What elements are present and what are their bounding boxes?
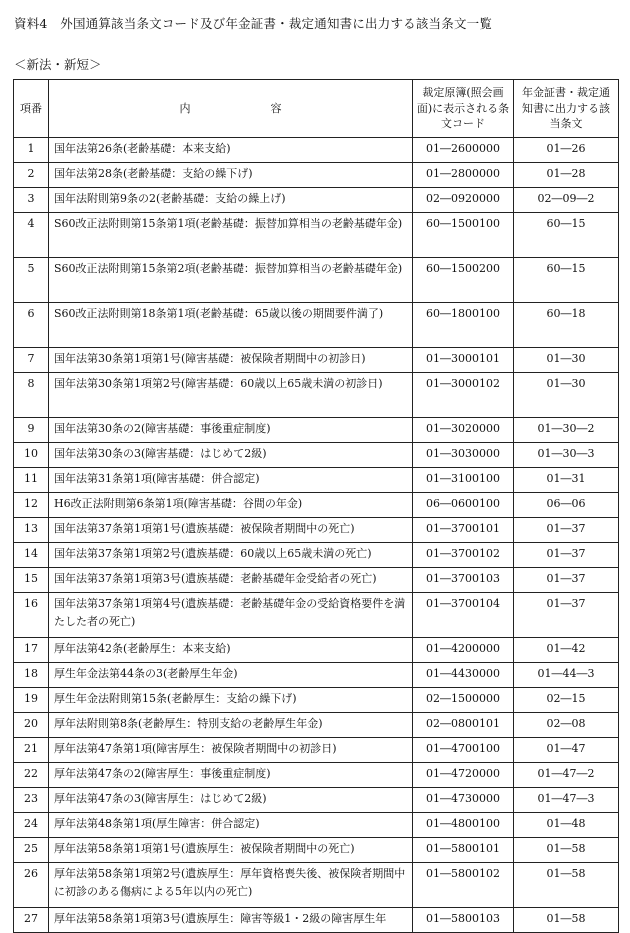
row-article-code: 01―2800000	[413, 163, 514, 188]
row-number: 23	[14, 788, 49, 813]
row-article-code: 01―5800103	[413, 908, 514, 933]
row-certificate-article: 02―09―2	[514, 188, 619, 213]
table-row	[14, 543, 619, 568]
table-header-row	[14, 80, 619, 138]
row-certificate-article: 60―15	[514, 258, 619, 303]
row-article-code: 01―3700103	[413, 568, 514, 593]
table-row	[14, 788, 619, 813]
row-content: 厚年法第58条第1項第1号(遺族厚生：被保険者期間中の死亡)	[49, 838, 413, 863]
row-article-code: 01―3020000	[413, 418, 514, 443]
row-certificate-article: 01―28	[514, 163, 619, 188]
row-content: 国年法第31条第1項(障害基礎：併合認定)	[49, 468, 413, 493]
row-number: 6	[14, 303, 49, 348]
row-content: 厚年法第58条第1項第3号(遺族厚生：障害等級1・2級の障害厚生年	[49, 908, 413, 933]
header-code: 裁定原簿(照会画面)に表示される条文コード	[413, 80, 514, 138]
row-number: 18	[14, 663, 49, 688]
row-certificate-article: 01―37	[514, 568, 619, 593]
row-number: 4	[14, 213, 49, 258]
row-article-code: 01―5800101	[413, 838, 514, 863]
table-row	[14, 373, 619, 418]
header-item-no: 項番	[14, 80, 49, 138]
row-content: 厚年法附則第8条(老齢厚生：特別支給の老齢厚生年金)	[49, 713, 413, 738]
row-certificate-article: 01―37	[514, 593, 619, 638]
row-certificate-article: 01―30―3	[514, 443, 619, 468]
table-row	[14, 138, 619, 163]
row-content: H6改正法附則第6条第1項(障害基礎：谷間の年金)	[49, 493, 413, 518]
row-certificate-article: 06―06	[514, 493, 619, 518]
row-content: 国年法第30条第1項第2号(障害基礎：60歳以上65歳未満の初診日)	[49, 373, 413, 418]
row-article-code: 01―3000102	[413, 373, 514, 418]
row-content: 国年法第37条第1項第2号(遺族基礎：60歳以上65歳未満の死亡)	[49, 543, 413, 568]
row-certificate-article: 01―42	[514, 638, 619, 663]
row-content: 国年法第26条(老齢基礎：本来支給)	[49, 138, 413, 163]
row-certificate-article: 01―37	[514, 543, 619, 568]
row-article-code: 06―0600100	[413, 493, 514, 518]
row-number: 14	[14, 543, 49, 568]
row-certificate-article: 01―58	[514, 863, 619, 908]
row-number: 24	[14, 813, 49, 838]
table-row	[14, 568, 619, 593]
row-certificate-article: 01―30	[514, 348, 619, 373]
row-number: 17	[14, 638, 49, 663]
row-article-code: 01―5800102	[413, 863, 514, 908]
table-row	[14, 738, 619, 763]
table-row	[14, 258, 619, 303]
row-certificate-article: 01―37	[514, 518, 619, 543]
row-certificate-article: 01―30―2	[514, 418, 619, 443]
row-number: 12	[14, 493, 49, 518]
row-certificate-article: 01―47―2	[514, 763, 619, 788]
row-number: 20	[14, 713, 49, 738]
row-certificate-article: 01―58	[514, 838, 619, 863]
row-content: 厚年法第48条第1項(厚生障害：併合認定)	[49, 813, 413, 838]
table-row	[14, 638, 619, 663]
row-content: 国年法第30条の2(障害基礎：事後重症制度)	[49, 418, 413, 443]
row-certificate-article: 01―26	[514, 138, 619, 163]
row-content: 国年法第37条第1項第3号(遺族基礎：老齢基礎年金受給者の死亡)	[49, 568, 413, 593]
row-article-code: 02―1500000	[413, 688, 514, 713]
table-row	[14, 468, 619, 493]
row-content: 厚年法第47条の2(障害厚生：事後重症制度)	[49, 763, 413, 788]
row-article-code: 01―3700104	[413, 593, 514, 638]
row-article-code: 02―0920000	[413, 188, 514, 213]
document-title: 資料4 外国通算該当条文コード及び年金証書・裁定通知書に出力する該当条文一覧	[14, 16, 493, 31]
row-number: 8	[14, 373, 49, 418]
row-article-code: 01―3000101	[413, 348, 514, 373]
row-article-code: 02―0800101	[413, 713, 514, 738]
row-certificate-article: 60―15	[514, 213, 619, 258]
row-article-code: 01―4200000	[413, 638, 514, 663]
table-row	[14, 163, 619, 188]
row-number: 26	[14, 863, 49, 908]
row-certificate-article: 01―47―3	[514, 788, 619, 813]
row-certificate-article: 02―15	[514, 688, 619, 713]
row-certificate-article: 01―47	[514, 738, 619, 763]
table-row	[14, 213, 619, 258]
row-content: 国年法第37条第1項第4号(遺族基礎：老齢基礎年金の受給資格要件を満たした者の死亡)	[49, 593, 413, 638]
table-row	[14, 518, 619, 543]
row-number: 7	[14, 348, 49, 373]
row-certificate-article: 01―44―3	[514, 663, 619, 688]
table-row	[14, 863, 619, 908]
row-certificate-article: 01―58	[514, 908, 619, 933]
row-number: 9	[14, 418, 49, 443]
header-content	[49, 80, 413, 138]
table-row	[14, 663, 619, 688]
row-article-code: 01―4730000	[413, 788, 514, 813]
row-content: 国年法第28条(老齢基礎：支給の繰下げ)	[49, 163, 413, 188]
row-content: 国年法第30条第1項第1号(障害基礎：被保険者期間中の初診日)	[49, 348, 413, 373]
row-number: 19	[14, 688, 49, 713]
table-row	[14, 813, 619, 838]
table-row	[14, 303, 619, 348]
row-number: 16	[14, 593, 49, 638]
row-content: 厚年法第42条(老齢厚生：本来支給)	[49, 638, 413, 663]
header-certificate: 年金証書・裁定通知書に出力する該当条文	[514, 80, 619, 138]
table-row	[14, 908, 619, 933]
article-code-table	[13, 79, 619, 933]
table-row	[14, 493, 619, 518]
section-label: ＜新法・新短＞	[14, 57, 102, 72]
row-article-code: 60―1500200	[413, 258, 514, 303]
row-article-code: 01―3030000	[413, 443, 514, 468]
row-number: 25	[14, 838, 49, 863]
table-row	[14, 713, 619, 738]
row-content: S60改正法附則第15条第2項(老齢基礎：振替加算相当の老齢基礎年金)	[49, 258, 413, 303]
table-body	[14, 138, 619, 933]
row-article-code: 01―3100100	[413, 468, 514, 493]
row-article-code: 01―3700102	[413, 543, 514, 568]
row-number: 21	[14, 738, 49, 763]
row-article-code: 01―2600000	[413, 138, 514, 163]
row-certificate-article: 01―31	[514, 468, 619, 493]
table-row	[14, 443, 619, 468]
row-number: 10	[14, 443, 49, 468]
row-number: 27	[14, 908, 49, 933]
header-content-right: 容	[270, 101, 282, 115]
row-content: S60改正法附則第18条第1項(老齢基礎：65歳以後の期間要件満了)	[49, 303, 413, 348]
row-article-code: 60―1800100	[413, 303, 514, 348]
row-content: 厚年法第47条第1項(障害厚生：被保険者期間中の初診日)	[49, 738, 413, 763]
row-certificate-article: 60―18	[514, 303, 619, 348]
row-number: 1	[14, 138, 49, 163]
row-certificate-article: 01―30	[514, 373, 619, 418]
row-article-code: 01―4430000	[413, 663, 514, 688]
header-content-left: 内	[179, 101, 191, 115]
row-article-code: 01―4700100	[413, 738, 514, 763]
table-row	[14, 838, 619, 863]
row-certificate-article: 01―48	[514, 813, 619, 838]
row-content: 国年法第30条の3(障害基礎：はじめて2級)	[49, 443, 413, 468]
row-content: S60改正法附則第15条第1項(老齢基礎：振替加算相当の老齢基礎年金)	[49, 213, 413, 258]
row-article-code: 60―1500100	[413, 213, 514, 258]
row-number: 2	[14, 163, 49, 188]
row-content: 国年法附則第9条の2(老齢基礎：支給の繰上げ)	[49, 188, 413, 213]
row-content: 厚生年金法第44条の3(老齢厚生年金)	[49, 663, 413, 688]
table-row	[14, 348, 619, 373]
table-row	[14, 418, 619, 443]
row-article-code: 01―4720000	[413, 763, 514, 788]
row-content: 厚年法第47条の3(障害厚生：はじめて2級)	[49, 788, 413, 813]
row-number: 5	[14, 258, 49, 303]
row-content: 国年法第37条第1項第1号(遺族基礎：被保険者期間中の死亡)	[49, 518, 413, 543]
row-number: 15	[14, 568, 49, 593]
row-article-code: 01―3700101	[413, 518, 514, 543]
row-number: 11	[14, 468, 49, 493]
table-row	[14, 593, 619, 638]
table-row	[14, 763, 619, 788]
table-row	[14, 688, 619, 713]
row-number: 13	[14, 518, 49, 543]
table-row	[14, 188, 619, 213]
row-number: 3	[14, 188, 49, 213]
row-number: 22	[14, 763, 49, 788]
row-content: 厚生年金法附則第15条(老齢厚生：支給の繰下げ)	[49, 688, 413, 713]
row-certificate-article: 02―08	[514, 713, 619, 738]
row-article-code: 01―4800100	[413, 813, 514, 838]
row-content: 厚年法第58条第1項第2号(遺族厚生：厚年資格喪失後、被保険者期間中に初診のある傷病による5年以内の死亡)	[49, 863, 413, 908]
